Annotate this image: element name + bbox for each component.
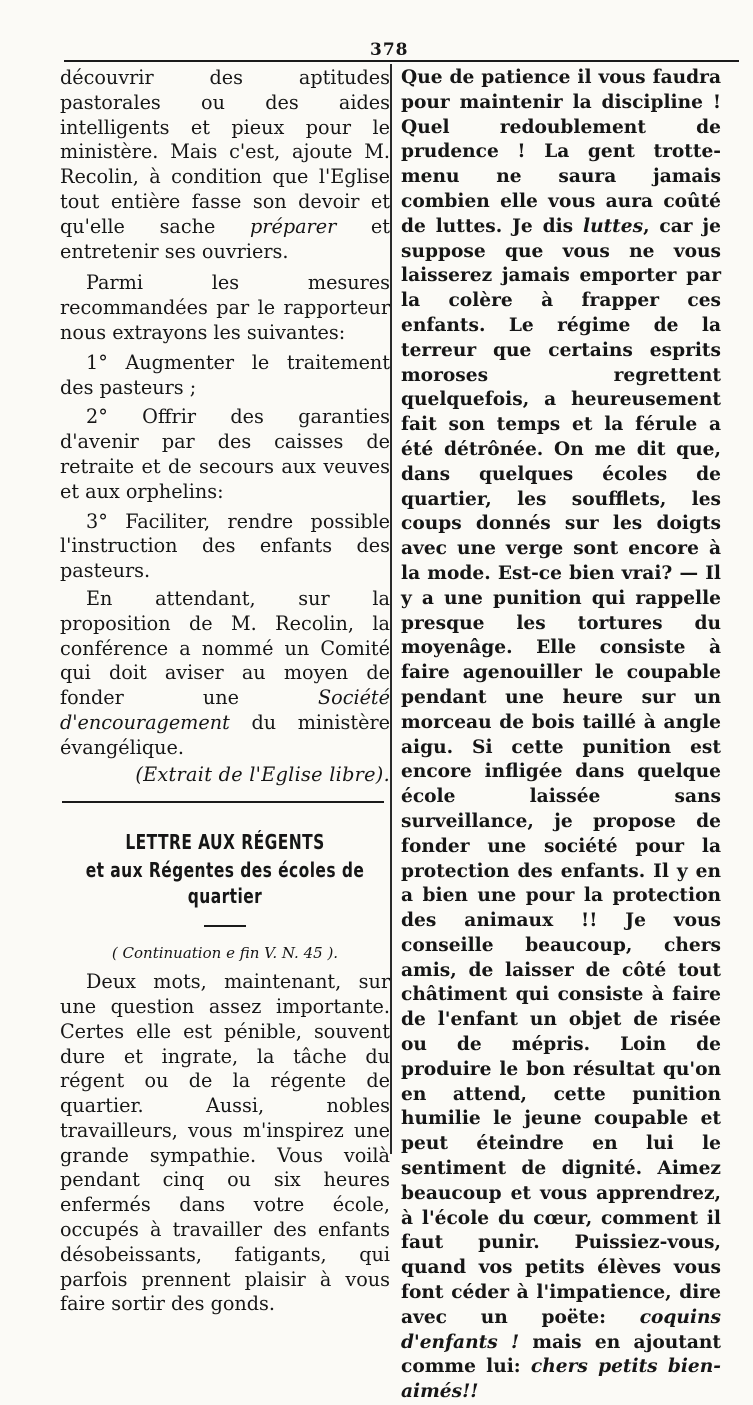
text: , car je suppose que vous ne vous laisserez jamais emporter par la colère à frapper ces enfants. Le régime de la terreur que certains esprits moroses regrettent quelquefois, a heureusement fait son temps et la férule a été détrônée. On me dit que, dans quelques écoles de quartier, les soufflets, les coups donnés sur les doigts avec une verge sont encore à la mode. Est-ce bien vrai? — Il y a une punition qui rappelle presque les tortures du moyenâge. Elle consiste à faire agenouiller le coupable pendant une heure sur un morceau de bois taillé à angle aigu. Si cette punition est encore infligée dans quelque école laissée sans surveillance, je propose de fonder une société pour la protection des enfants. Il y en a bien une pour la protection des animaux !! Je vous conseille beaucoup, chers amis, de laisser de côté tout châtiment qui consiste à faire de l'enfant un objet de risée ou de mépris. Loin de produire le bon résultat qu'on en attend, cette punition humilie le jeune coupable et peut éteindre en lui le sentiment de dignité. Aimez beaucoup et vous apprendrez, à l'école du cœur, comment il faut punir. Puissiez-vous, quand vos petits élèves vous font céder à l'impatience, dire avec un poëte: bbox=[401, 215, 721, 1328]
list-item: 2° Offrir des garanties d'avenir par des caisses de retraite et de secours aux veuves et aux orphelins: bbox=[60, 405, 390, 503]
emphasis: coquins d'enfants ! bbox=[401, 1306, 721, 1353]
section-subtitle: et aux Régentes des écoles de quartier bbox=[85, 858, 365, 909]
paragraph bbox=[60, 66, 390, 264]
paragraph bbox=[60, 587, 390, 761]
page-number: 378 bbox=[370, 40, 409, 60]
emphasis: luttes bbox=[583, 215, 644, 237]
paragraph: Parmi les mesures recommandées par le rapporteur nous extrayons les suivantes: bbox=[60, 271, 390, 344]
header-rule bbox=[64, 60, 739, 62]
column-separator bbox=[390, 64, 392, 1154]
left-column bbox=[60, 66, 390, 1317]
continuation-note: ( Continuation e fin V. N. 45 ). bbox=[111, 944, 339, 963]
section-rule bbox=[62, 801, 384, 803]
text: du ministère évangélique. bbox=[60, 710, 390, 759]
title-divider bbox=[204, 925, 246, 927]
source-citation: (Extrait de l'Eglise libre). bbox=[135, 762, 390, 786]
paragraph: Deux mots, maintenant, sur une question assez importante. Certes elle est pénible, souvent dure et ingrate, la tâche du régent ou de la régente de quartier. Aussi, nobles travailleurs, vous m'inspirez une grande sympathie. Vous voilà pendant cinq ou six heures enfermés dans votre école, occupés à travailler des enfants désobeissants, fatigants, qui parfois prennent plaisir à vous faire sortir des gonds. bbox=[60, 970, 390, 1316]
emphasis: Société d'encouragement bbox=[60, 686, 390, 734]
emphasis: chers petits bien-aimés!! bbox=[401, 1356, 721, 1403]
text: Que de patience il vous faudra pour maintenir la discipline ! Quel redoublement de prudence ! La gent trotte-menu ne saura jamais combien elle vous aura coûté de luttes. Je dis bbox=[401, 67, 721, 237]
text: et entretenir ses ouvriers. bbox=[60, 214, 390, 263]
text: mais en ajoutant comme lui: bbox=[401, 1331, 721, 1378]
list-item: 3° Faciliter, rendre possible l'instruction des enfants des pasteurs. bbox=[60, 509, 390, 583]
section-title: LETTRE AUX RÉGENTS bbox=[125, 830, 325, 855]
emphasis: préparer bbox=[250, 214, 337, 238]
paragraph bbox=[401, 66, 721, 1405]
text: En attendant, sur la proposition de M. Recolin, la conférence a nommé un Comité qui doit aviser au moyen de fonder une bbox=[60, 586, 390, 710]
list-item: 1° Augmenter le traitement des pasteurs ; bbox=[60, 350, 390, 399]
right-column bbox=[401, 66, 721, 1405]
text: découvrir des aptitudes pastorales ou des aides intelligents et pieux pour le ministère. Mais c'est, ajoute M. Recolin, à condition que l'Eglise tout entière fasse son devoir et qu'elle sache bbox=[60, 66, 390, 238]
